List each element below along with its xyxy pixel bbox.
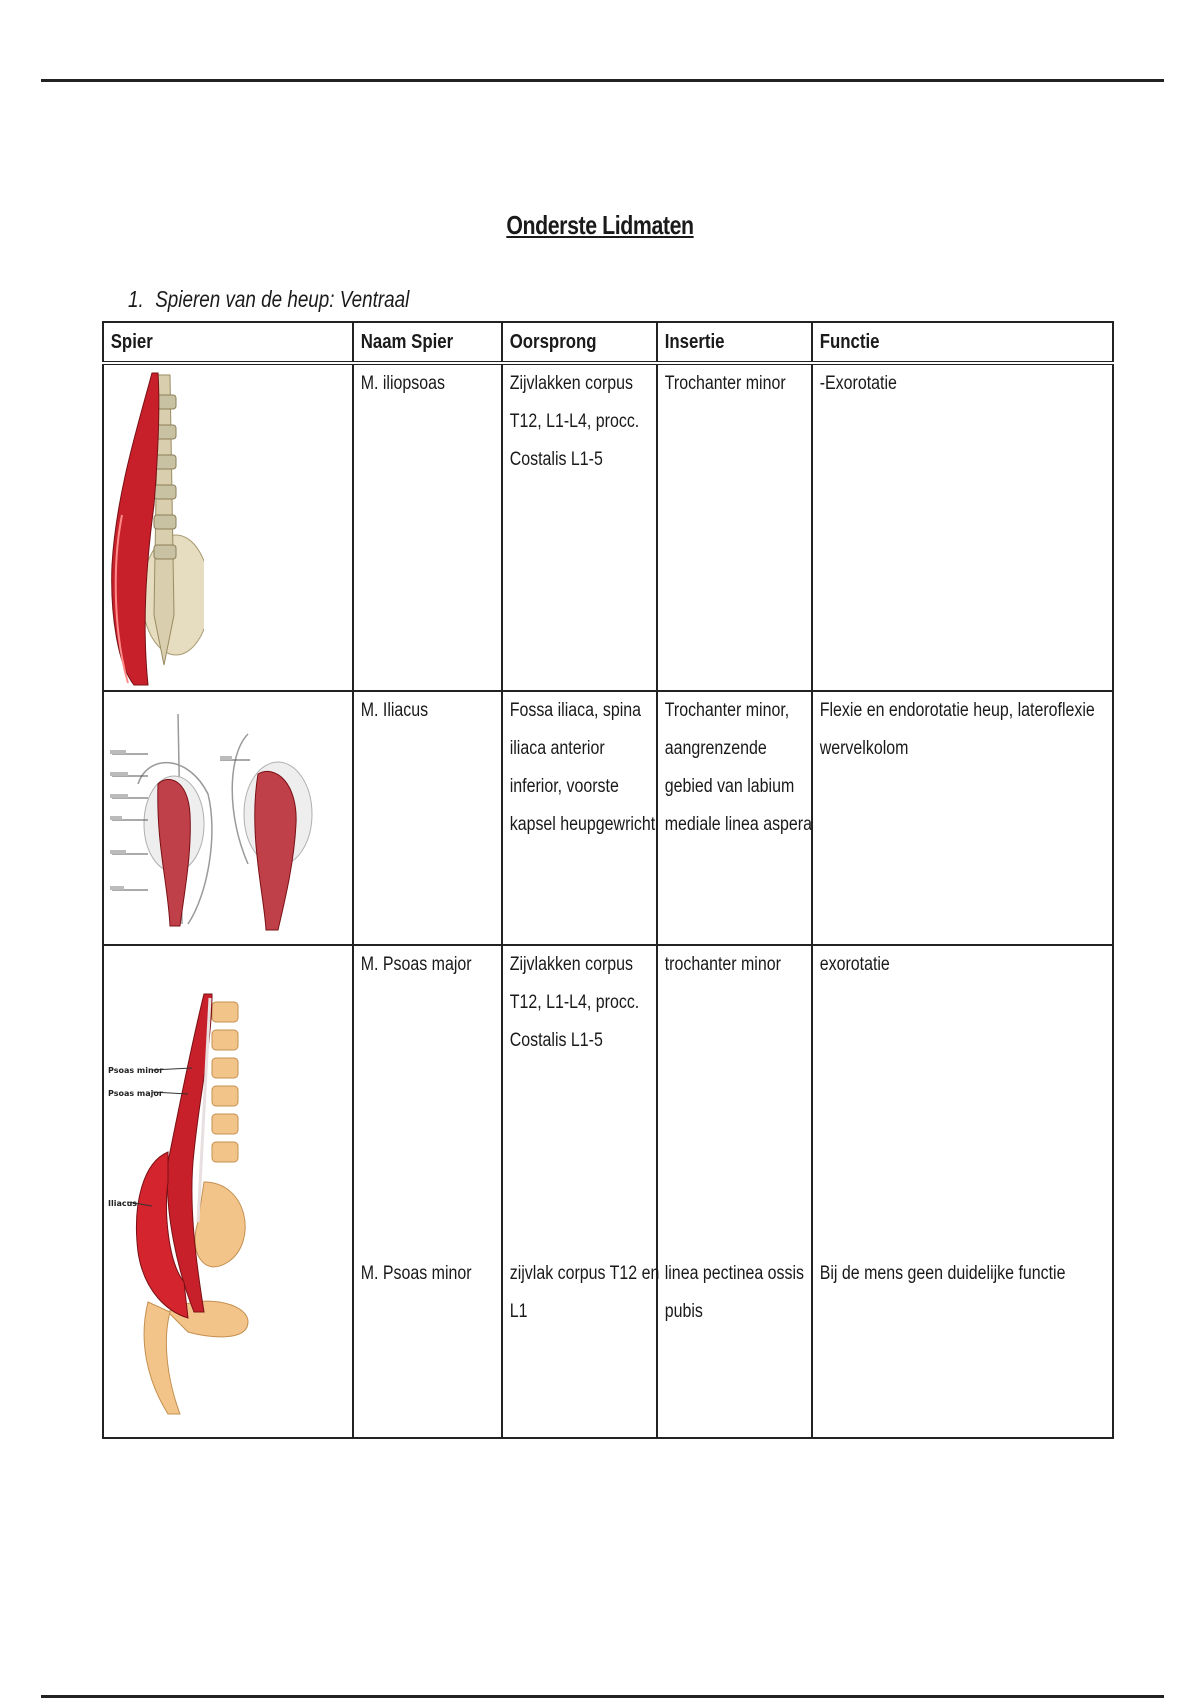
iliacus-illustration xyxy=(108,694,338,942)
muscle-table xyxy=(102,321,1114,1439)
entry-spacer xyxy=(658,984,811,1255)
naam-cell: M. Psoas major M. Psoas minor xyxy=(353,945,502,1438)
section-heading xyxy=(128,286,409,313)
functie-cell: -Exorotatie xyxy=(812,363,1113,691)
psoas-illustration xyxy=(108,982,258,1422)
oorsprong-cell: Zijvlakken corpus T12, L1-L4, procc. Costalis L1-5 zijvlak corpus T12 en L1 xyxy=(502,945,657,1438)
oorsprong-cell: Fossa iliaca, spina iliaca anterior inferior, voorste kapsel heupgewricht xyxy=(502,691,657,945)
table-row xyxy=(103,691,1113,945)
image-label-psoas-major: Psoas major xyxy=(108,1089,163,1098)
naam-cell: M. Iliacus xyxy=(353,691,502,945)
entry-spacer xyxy=(503,1060,656,1255)
image-cell xyxy=(103,945,353,1438)
image-label-iliacus: Iliacus xyxy=(108,1199,138,1208)
section-number: 1. xyxy=(128,286,144,312)
insertie-cell: trochanter minor linea pectinea ossis pubis xyxy=(657,945,812,1438)
header-functie: Functie xyxy=(812,322,1113,363)
insertie-cell: Trochanter minor xyxy=(657,363,812,691)
page-title: Onderste Lidmaten xyxy=(506,210,694,240)
iliopsoas-illustration xyxy=(108,365,204,688)
footer-rule xyxy=(41,1695,1164,1698)
header-rule xyxy=(41,79,1164,82)
oorsprong-cell: Zijvlakken corpus T12, L1-L4, procc. Costalis L1-5 xyxy=(502,363,657,691)
entry-spacer xyxy=(354,984,501,1255)
functie-cell: Flexie en endorotatie heup, lateroflexie wervelkolom xyxy=(812,691,1113,945)
functie-cell: exorotatie Bij de mens geen duidelijke functie xyxy=(812,945,1113,1438)
naam-cell: M. iliopsoas xyxy=(353,363,502,691)
header-insertie: Insertie xyxy=(657,322,812,363)
table-row xyxy=(103,363,1113,691)
insertie-cell: Trochanter minor, aangrenzende gebied van labium mediale linea aspera xyxy=(657,691,812,945)
section-label: Spieren van de heup: Ventraal xyxy=(155,286,410,312)
table-row xyxy=(103,945,1113,1438)
header-oorsprong: Oorsprong xyxy=(502,322,657,363)
image-cell xyxy=(103,691,353,945)
header-spier: Spier xyxy=(103,322,353,363)
image-cell xyxy=(103,363,353,691)
table-header-row xyxy=(103,322,1113,363)
header-naam-spier: Naam Spier xyxy=(353,322,502,363)
image-label-psoas-minor: Psoas minor xyxy=(108,1066,164,1075)
entry-spacer xyxy=(813,984,1112,1255)
